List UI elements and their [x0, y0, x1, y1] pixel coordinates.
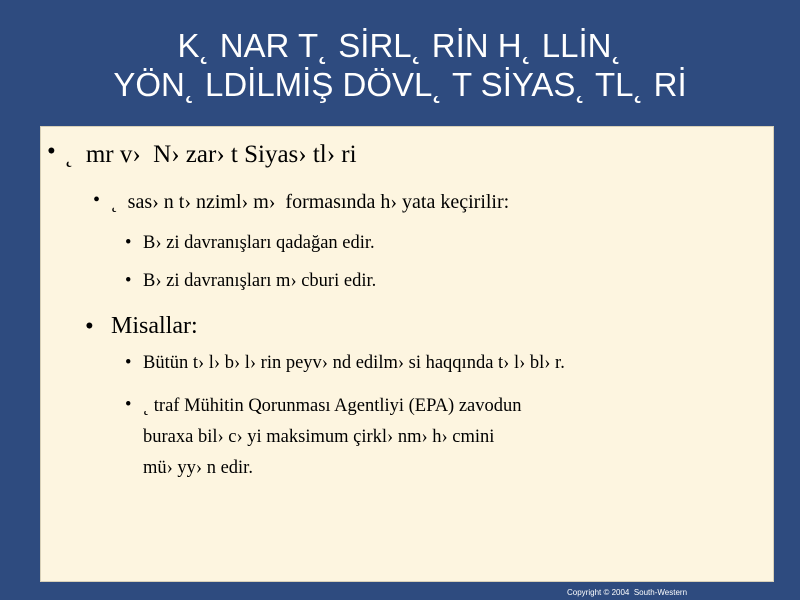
bullet-marker: • [125, 395, 132, 415]
title-line-1: K˛ NAR T˛ SİRL˛ RİN H˛ LLİN˛ [177, 27, 623, 64]
bullet-marker: • [125, 233, 132, 253]
bullet-marker: • [125, 271, 132, 291]
content-panel [40, 126, 774, 582]
bullet-marker: • [85, 313, 94, 340]
list-item-level2-examples: Misallar: [111, 313, 198, 339]
title-line-2: YÖN˛ LDİLMİŞ DÖVL˛ T SİYAS˛ TL˛ Rİ [113, 66, 687, 103]
slide-title [0, 26, 800, 104]
copyright-notice: Copyright © 2004 South-Western [567, 588, 688, 597]
bullet-marker: • [125, 353, 132, 373]
bullet-marker: • [93, 189, 101, 211]
list-item-level3-epa: ˛ traf Mühitin Qorunması Agentliyi (EPA) zavodun buraxa bil› c› yi maksimum çirkl› nm› h› cmini mü› yy› n edir. [143, 396, 522, 478]
list-item-level1-policies: ˛ mr v› N› zar› t Siyas› tl› ri [65, 141, 357, 168]
bullet-marker: • [47, 138, 56, 165]
list-item-level3-prohibit: B› zi davranışları qadağan edir. [143, 233, 375, 253]
list-item-level3-vaccination: Bütün t› l› b› l› rin peyv› nd edilm› si haqqında t› l› bl› r. [143, 353, 565, 373]
list-item-level2-regulation: ˛ sas› n t› nziml› m› formasında h› yata keçirilir: [111, 191, 510, 213]
list-item-level3-require: B› zi davranışları m› cburi edir. [143, 271, 377, 291]
